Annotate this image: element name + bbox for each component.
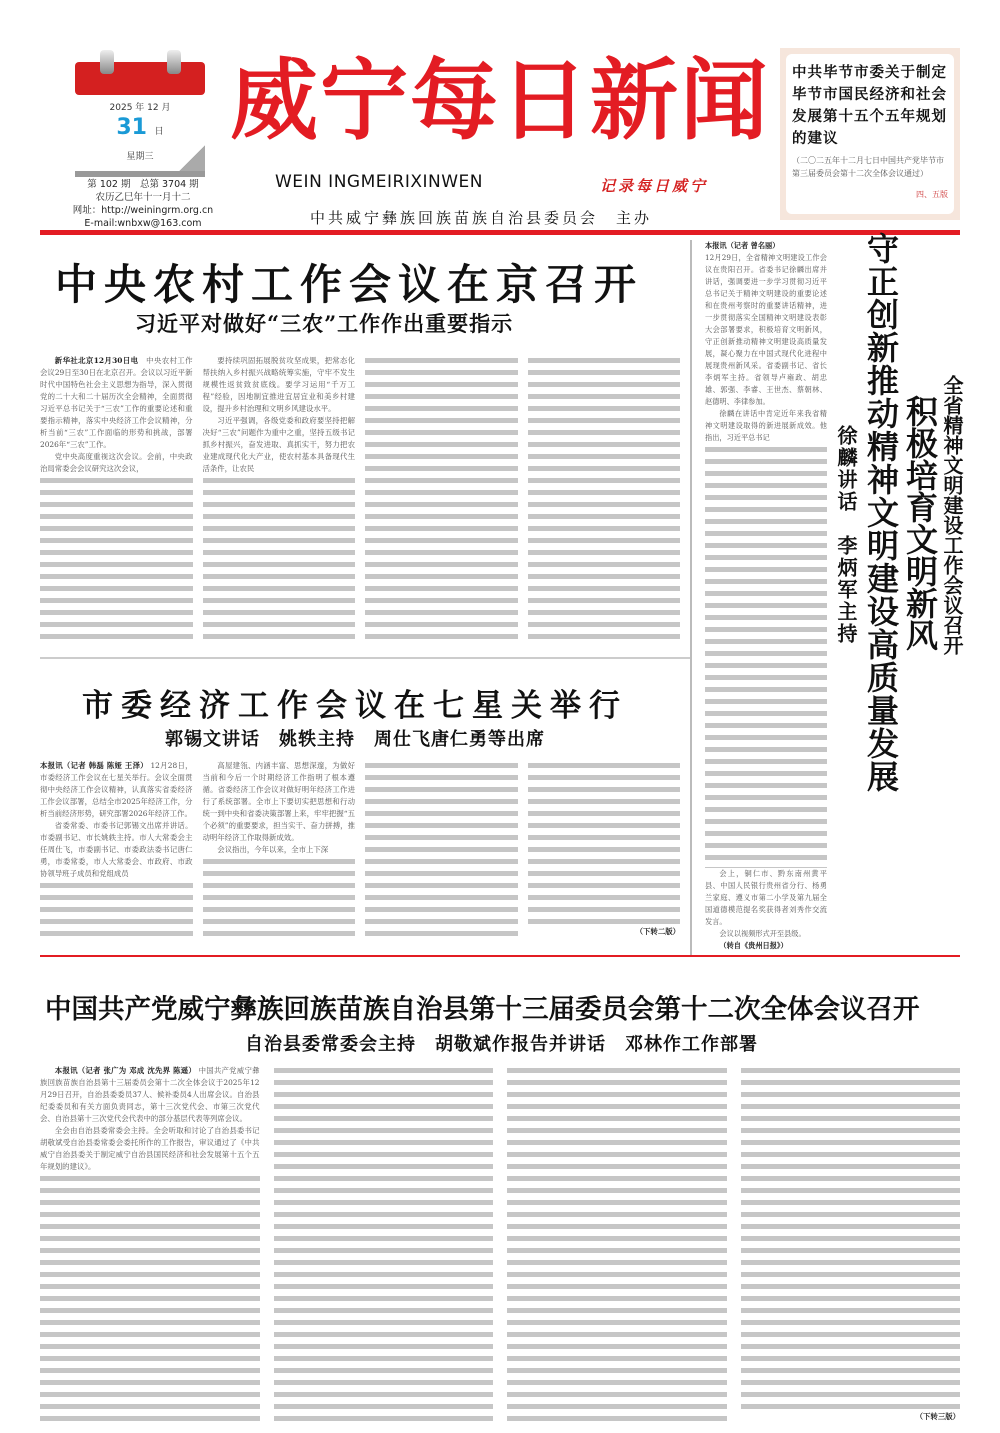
divider <box>40 657 690 659</box>
paragraph: 党中央高度重视这次会议。会前，中央政治局常委会会议研究这次会议， <box>40 452 193 473</box>
day-number: 31 <box>116 115 147 140</box>
paragraph: 高屋建瓴、内涵丰富、思想深邃，为做好当前和今后一个时期经济工作指明了根本遵循。省委经济工作会议对做好明年经济工作进行了系统部署。全市上下要切实把思想和行动统一到中央和省委决策部署上来，牢牢把握“五个必须”的重要要求，担当实干、奋力拼搏，推动明年经济工作取得新成效。 <box>202 761 355 842</box>
continued-marker[interactable]: （下转三版） <box>915 1412 960 1421</box>
calendar-binding <box>75 62 205 95</box>
calendar-weekday: 星期三 <box>126 152 154 162</box>
masthead-pinyin: WEIN INGMEIRIXINWEN <box>275 172 483 192</box>
calendar-day <box>75 115 205 140</box>
paragraph: 会议以视频形式开至县级。 <box>719 929 806 938</box>
third-headline[interactable]: 中国共产党威宁彝族回族苗族自治县第十三届委员会第十二次全体会议召开 <box>45 994 920 1025</box>
calendar-ring-icon <box>167 50 181 74</box>
text-column <box>528 760 681 938</box>
sponsor-line: 中共威宁彝族回族苗族自治县委员会 主办 <box>310 209 653 227</box>
day-unit: 日 <box>154 127 164 137</box>
text-lines <box>528 760 681 926</box>
text-column <box>274 1065 494 1423</box>
side-kicker: 全省精神文明建设工作会议召开 <box>940 375 964 655</box>
text-lines <box>507 1065 727 1423</box>
text-lines <box>203 475 356 643</box>
paragraph: 中国共产党威宁彝族回族苗族自治县第十三届委员会第十二次全体会议于2025年12月29日召开，自治县委委员37人、候补委员4人出席会议。自治县纪委委员和有关方面负责同志，第十三次党代会、市第三次党代会、自治县第十三次党代会代表中的部分基层代表等列席会议。 <box>40 1066 260 1123</box>
text-column <box>40 355 193 643</box>
text-lines <box>705 444 827 868</box>
paragraph: 要持续巩固拓展脱贫攻坚成果，把常态化帮扶纳入乡村振兴战略统筹实施，守牢不发生规模性返贫致贫底线。要学习运用“千万工程”经验，因地制宜推进宜居宜业和美乡村建设，提升乡村治理和文明乡风建设水平。 <box>202 356 355 413</box>
text-lines <box>365 760 518 938</box>
second-subhead: 郭锡文讲话 姚轶主持 周仕飞唐仁勇等出席 <box>165 729 545 750</box>
masthead-slogan: 记录每日威宁 <box>600 177 709 195</box>
section-rule <box>40 955 960 957</box>
text-column <box>741 1065 961 1423</box>
side-byline: 本报讯（记者 曾名丽） <box>705 241 780 250</box>
text-column <box>365 355 518 643</box>
paragraph: 省委常委、市委书记郭锡文出席并讲话。市委副书记、市长姚轶主持。市人大常委会主任周仕飞，市委副书记、市委政法委书记唐仁勇，市委常委，市人大常委会、市政府、市政协领导班子成员和党组成员 <box>40 821 193 878</box>
side-speakers: 徐麟讲话 李炳军主持 <box>834 425 858 645</box>
paragraph: 12月29日，全省精神文明建设工作会议在贵阳召开。省委书记徐麟出席并讲话，强调要进一步学习贯彻习近平总书记关于精神文明建设的重要论述和在贵州考察时的重要讲话精神，进一步贯彻落实全国精神文明建设表彰大会部署要求，积极培育文明新风，守正创新推动精神文明建设高质量发展，凝心聚力在中国式现代化进程中展现贵州新风采。省委副书记、省长李炳军主持。省领导卢雍政、胡忠雄、郭强、李睿、王世杰、蔡朝林、赵德明、李律参加。 <box>705 253 827 406</box>
paragraph: 会议指出，今年以来，全市上下深 <box>217 845 329 854</box>
continued-marker[interactable]: （下转二版） <box>635 927 680 936</box>
paragraph: 全会由自治县委常委会主持。全会听取和讨论了自治县委书记胡敬斌受自治县委常委会委托所作的工作报告，审议通过了《中共威宁自治县委关于制定威宁自治县国民经济和社会发展第十五个五年规划的建议》。 <box>40 1126 260 1171</box>
lead-dateline: 新华社北京12月30日电 <box>54 356 139 365</box>
column-divider <box>690 240 692 955</box>
email-link[interactable]: E-mail:wnbxw@163.com <box>84 218 202 229</box>
third-byline: 本报讯（记者 张广为 邓成 沈先界 陈遥） <box>54 1066 196 1075</box>
text-lines <box>528 355 681 643</box>
promo-note: （二〇二五年十二月七日中国共产党毕节市第三届委员会第十二次全体会议通过） <box>792 156 944 178</box>
second-headline[interactable]: 市委经济工作会议在七星关举行 <box>82 688 628 724</box>
lead-body <box>40 355 680 643</box>
side-headline[interactable]: 积极培育文明新风 <box>901 395 939 651</box>
paragraph: 徐麟在讲话中肯定近年来我省精神文明建设取得的新进展新成效。他指出，习近平总书记 <box>705 409 827 442</box>
text-lines <box>40 1173 260 1423</box>
text-column <box>705 240 827 952</box>
paragraph: 会上，铜仁市、黔东南州黄平县、中国人民银行贵州省分行、杨勇兰家庭、遵义市第二小学及第九届全国道德模范提名奖获得者刘秀作交流发言。 <box>705 869 827 926</box>
text-lines <box>40 880 193 938</box>
promo-page-ref[interactable]: 四、五版 <box>916 190 948 199</box>
issue-number: 第 102 期 总第 3704 期 <box>87 179 199 190</box>
lead-headline[interactable]: 中央农村工作会议在京召开 <box>55 260 644 309</box>
text-column <box>40 760 193 938</box>
text-lines <box>203 856 356 938</box>
second-body <box>40 760 680 938</box>
text-column <box>203 760 356 938</box>
issue-info <box>68 178 218 230</box>
second-byline: 本报讯（记者 韩磊 陈娅 王泽） <box>40 761 148 770</box>
lead-subhead: 习近平对做好“三农”工作作出重要指示 <box>135 311 514 336</box>
text-column <box>528 355 681 643</box>
calendar-ring-icon <box>100 50 114 74</box>
header-rule <box>40 230 960 235</box>
calendar-page <box>75 95 205 177</box>
text-column <box>365 760 518 938</box>
paragraph: 习近平强调，各级党委和政府要坚持把解决好“三农”问题作为重中之重，坚持五级书记抓乡村振兴，奋发进取、真抓实干，努力把农业建成现代化大产业，使农村基本具备现代生活条件，让农民 <box>202 416 355 473</box>
text-lines <box>40 475 193 643</box>
paragraph: 12月28日，市委经济工作会议在七星关举行。会议全面贯彻中央经济工作会议精神，认真落实省委经济工作会议部署，总结全市2025年经济工作，分析当前经济形势，研究部署2026年经济工作。 <box>40 761 193 818</box>
third-body <box>40 1065 960 1423</box>
side-source: （转自《贵州日报》） <box>719 941 788 950</box>
promo-title: 中共毕节市委关于制定毕节市国民经济和社会发展第十五个五年规划的建议 <box>792 65 947 147</box>
promo-box[interactable] <box>780 48 960 220</box>
third-subhead: 自治县委常委会主持 胡敬斌作报告并讲话 邓林作工作部署 <box>245 1034 758 1055</box>
text-column <box>507 1065 727 1423</box>
side-headline-main[interactable]: 守正创新推动精神文明建设高质量发展 <box>862 232 900 793</box>
calendar-year-month: 2025 年 12 月 <box>109 103 171 113</box>
text-lines <box>365 355 518 643</box>
text-column <box>203 355 356 643</box>
lunar-date: 农历乙巳年十一月十二 <box>95 192 191 203</box>
text-column <box>40 1065 260 1423</box>
side-body <box>705 240 827 952</box>
masthead-title: 威宁每日新闻 <box>230 48 771 152</box>
paragraph: 中央农村工作会议29日至30日在北京召开。会议以习近平新时代中国特色社会主义思想为指导，深入贯彻党的二十大和二十届历次全会精神，全面贯彻习近平总书记关于“三农”工作的重要论述和重要指示精神，落实中央经济工作会议精神，分析当前“三农”工作面临的形势和挑战，部署2026年“三农”工作。 <box>40 356 193 449</box>
text-lines <box>741 1065 961 1411</box>
website-link[interactable]: 网址：http://weiningrm.org.cn <box>72 205 214 216</box>
page-curl-icon <box>179 145 205 171</box>
text-lines <box>274 1065 494 1423</box>
